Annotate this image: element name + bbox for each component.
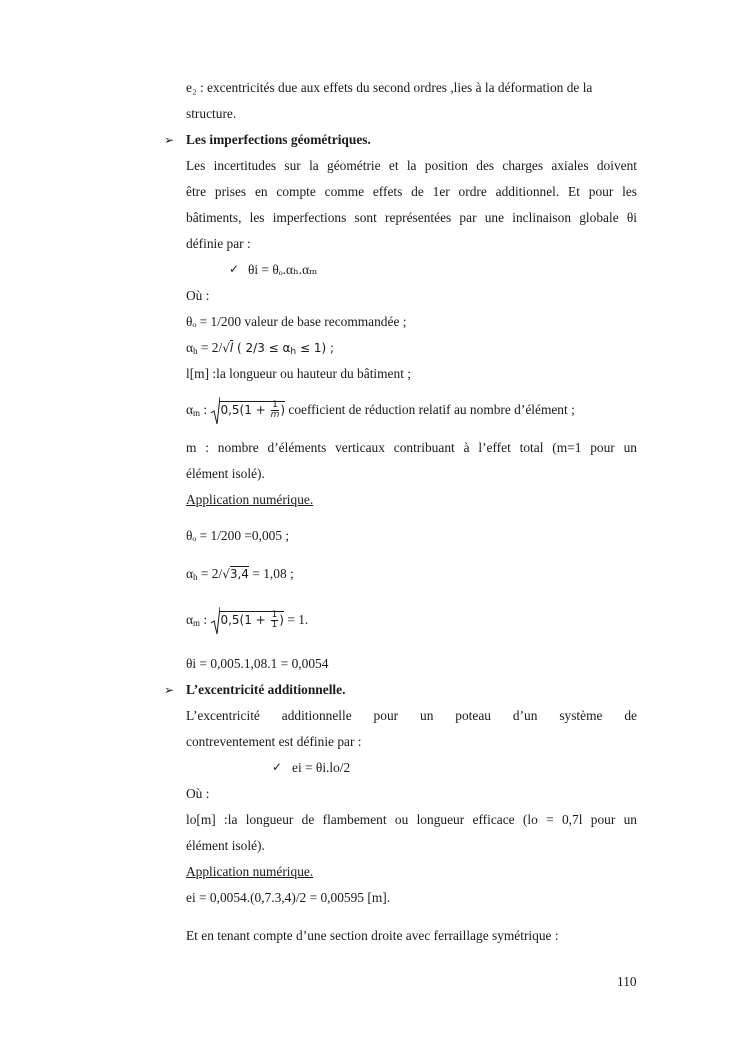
theta0-definition: θₒ = 1/200 valeur de base recommandée ;	[186, 314, 407, 329]
ou-label-1: Où :	[186, 288, 210, 303]
theta0-value: θₒ = 1/200 =0,005 ;	[186, 528, 290, 543]
ou-label-2: Où :	[186, 786, 210, 801]
lo-definition-line-1: lo[m] :la longueur de flambement ou longueur efficace (lo = 0,7l pour un	[186, 812, 637, 827]
radical-expression: 0,5(1 + $\frac{1}{m}$ )	[210, 396, 285, 426]
theta-i-value: θi = 0,005.1,08.1 = 0,0054	[186, 656, 329, 671]
formula-theta-i: θi = θₒ.αₕ.αₘ	[248, 262, 318, 277]
section-title-excentricite: L’excentricité additionnelle.	[186, 682, 346, 697]
formula-ei: ei = θi.lo/2	[292, 760, 351, 775]
ei-value: ei = 0,0054.(0,7.3,4)/2 = 0,00595 [m].	[186, 890, 391, 905]
section-title-imperfections: Les imperfections géométriques.	[186, 132, 371, 147]
m-definition-line-2: élément isolé).	[186, 466, 265, 481]
closing-line: Et en tenant compte d’une section droite avec ferraillage symétrique :	[186, 928, 559, 943]
arrow-bullet-icon: ➢	[164, 683, 175, 697]
alpha-h-value: $\alpha_h = 2/√3,4 = 1,08$ ;	[186, 566, 294, 582]
e2-definition-line-1: e₂ : excentricités due aux effets du second ordres ,lies à la déformation de la	[186, 80, 593, 95]
radical-expression: 0,5(1 + $\frac{1}{1}$ )	[210, 606, 284, 636]
alpha-m-definition: $\alpha_m$ : 0,5(1 + $\frac{1}{m}$ ) coefficient de réduction relatif au nombre d’élément ;	[186, 396, 575, 426]
checkmark-icon: ✓	[229, 262, 240, 276]
lo-definition-line-2: élément isolé).	[186, 838, 265, 853]
imperfections-paragraph-line-1: Les incertitudes sur la géométrie et la position des charges axiales doivent	[186, 158, 637, 173]
alpha-h-definition: $\alpha_h = 2/√l$ ( $2/3 \le \alpha_h \le 1$) ;	[186, 340, 334, 357]
page-number: 110	[617, 974, 637, 989]
arrow-bullet-icon: ➢	[164, 133, 175, 147]
excentricite-paragraph-line-1: L’excentricité additionnelle pour un poteau d’un système de	[186, 708, 637, 723]
alpha-m-value: $\alpha_m$ : 0,5(1 + $\frac{1}{1}$ ) = 1.	[186, 606, 308, 636]
excentricite-paragraph-line-2: contreventement est définie par :	[186, 734, 362, 749]
application-numerique-heading-1: Application numérique.	[186, 492, 314, 507]
e2-definition-line-2: structure.	[186, 106, 237, 121]
application-numerique-heading-2: Application numérique.	[186, 864, 314, 879]
imperfections-paragraph-line-3: bâtiments, les imperfections sont représentées par une inclinaison globale θi	[186, 210, 637, 225]
checkmark-icon: ✓	[272, 760, 283, 774]
imperfections-paragraph-line-2: être prises en compte comme effets de 1er ordre additionnel. Et pour les	[186, 184, 637, 199]
l-definition: l[m] :la longueur ou hauteur du bâtiment ;	[186, 366, 411, 381]
imperfections-paragraph-line-4: définie par :	[186, 236, 251, 251]
m-definition-line-1: m : nombre d’éléments verticaux contribuant à l’effet total (m=1 pour un	[186, 440, 637, 455]
